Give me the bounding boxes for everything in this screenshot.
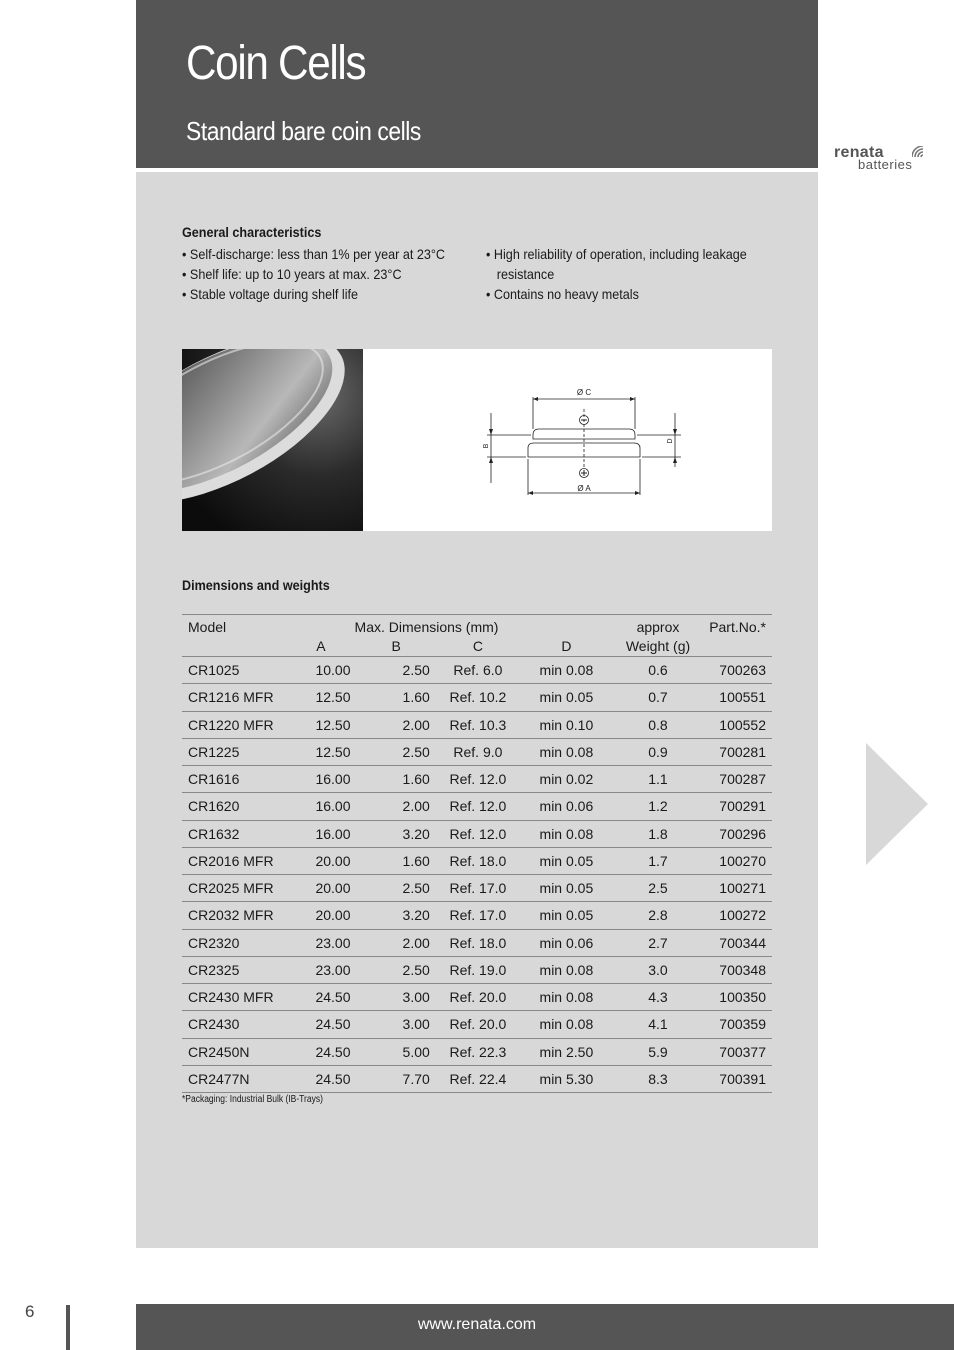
cell-d: min 0.05 <box>539 907 594 924</box>
general-bullets-right <box>486 244 776 304</box>
table-row <box>182 738 772 765</box>
cell-d: min 0.05 <box>539 852 594 869</box>
cell-a: 20.00 <box>315 880 351 897</box>
cell-model: CR1220 MFR <box>188 716 274 733</box>
cell-a: 24.50 <box>315 1016 351 1033</box>
cell-weight: 1.1 <box>648 771 668 788</box>
cell-model: CR2430 MFR <box>188 989 274 1006</box>
table-row <box>182 1038 772 1065</box>
cell-model: CR1632 <box>188 825 240 842</box>
next-page-arrow-icon <box>866 743 928 865</box>
table-row <box>182 956 772 983</box>
cell-d: min 2.50 <box>539 1043 594 1060</box>
table-row <box>182 984 772 1011</box>
cell-d: min 0.08 <box>539 825 594 842</box>
cell-model: CR1616 <box>188 771 240 788</box>
bullet-item: • Stable voltage during shelf life <box>182 286 359 302</box>
cell-a: 23.00 <box>315 961 351 978</box>
bullet-item: • Contains no heavy metals <box>486 286 639 302</box>
website-url: www.renata.com <box>417 1316 537 1333</box>
page-title: Coin Cells <box>186 37 366 90</box>
cell-b: 2.50 <box>402 880 430 897</box>
coin-cell-dimension-diagram <box>363 349 772 531</box>
cell-part-no: 700377 <box>719 1043 766 1060</box>
cell-part-no: 100272 <box>719 907 766 924</box>
bullet-item-continued: resistance <box>496 266 555 282</box>
cell-a: 12.50 <box>315 689 351 706</box>
cell-c: Ref. 12.0 <box>449 825 507 842</box>
cell-c: Ref. 9.0 <box>453 743 503 760</box>
cell-part-no: 100551 <box>719 689 766 706</box>
cell-c: Ref. 17.0 <box>449 907 507 924</box>
cell-weight: 2.5 <box>648 880 668 897</box>
cell-model: CR1225 <box>188 743 240 760</box>
cell-a: 23.00 <box>315 934 351 951</box>
logo-wordmark: renata <box>834 144 884 161</box>
cell-weight: 0.6 <box>648 662 668 679</box>
bullet-item: • Self-discharge: less than 1% per year at 23°C <box>182 246 445 262</box>
cell-model: CR2430 <box>188 1016 240 1033</box>
cell-part-no: 100270 <box>719 852 766 869</box>
cell-d: min 5.30 <box>539 1070 594 1087</box>
cell-model: CR2477N <box>188 1070 250 1087</box>
table-row <box>182 847 772 874</box>
cell-d: min 0.05 <box>539 689 594 706</box>
renata-logo <box>834 144 944 174</box>
cell-part-no: 700348 <box>719 961 766 978</box>
cell-b: 5.00 <box>402 1043 430 1060</box>
cell-part-no: 100271 <box>719 880 766 897</box>
coin-cell-photo <box>182 349 363 531</box>
diagram-label-c: Ø C <box>576 388 592 397</box>
coin-cell-image <box>182 349 363 531</box>
cell-weight: 0.8 <box>648 716 668 733</box>
cell-c: Ref. 22.4 <box>449 1070 507 1087</box>
table-body <box>182 657 772 1093</box>
packaging-footnote: *Packaging: Industrial Bulk (IB-Trays) <box>182 1094 323 1105</box>
cell-model: CR1216 MFR <box>188 689 274 706</box>
cell-model: CR2320 <box>188 934 240 951</box>
col-a-header: A <box>316 638 326 654</box>
cell-a: 10.00 <box>315 662 351 679</box>
cell-part-no: 700391 <box>719 1070 766 1087</box>
cell-part-no: 700359 <box>719 1016 766 1033</box>
cell-c: Ref. 20.0 <box>449 989 507 1006</box>
cell-weight: 1.2 <box>648 798 668 815</box>
cell-a: 24.50 <box>315 1043 351 1060</box>
cell-b: 2.50 <box>402 662 430 679</box>
cell-d: min 0.06 <box>539 798 594 815</box>
bullet-item: • Shelf life: up to 10 years at max. 23°C <box>182 266 402 282</box>
cell-part-no: 100350 <box>719 989 766 1006</box>
cell-a: 16.00 <box>315 798 351 815</box>
cell-model: CR2016 MFR <box>188 852 274 869</box>
cell-model: CR2032 MFR <box>188 907 274 924</box>
cell-c: Ref. 6.0 <box>453 662 503 679</box>
cell-weight: 1.8 <box>648 825 668 842</box>
cell-model: CR1025 <box>188 662 240 679</box>
table-row <box>182 820 772 847</box>
table-row <box>182 929 772 956</box>
table-row <box>182 875 772 902</box>
cell-part-no: 700344 <box>719 934 766 951</box>
renata-logo-icon <box>912 146 926 158</box>
cell-c: Ref. 20.0 <box>449 1016 507 1033</box>
table-row <box>182 1065 772 1092</box>
cell-a: 20.00 <box>315 852 351 869</box>
cell-model: CR1620 <box>188 798 240 815</box>
cell-b: 2.50 <box>402 743 430 760</box>
cell-a: 16.00 <box>315 771 351 788</box>
dimensions-table <box>182 614 772 1093</box>
cell-model: CR2325 <box>188 961 240 978</box>
col-part-no-header: Part.No.* <box>709 619 766 635</box>
bullet-item: • High reliability of operation, including leakage <box>486 246 747 262</box>
cell-d: min 0.08 <box>539 743 594 760</box>
page-number-divider <box>66 1305 70 1350</box>
page-subtitle: Standard bare coin cells <box>186 116 421 146</box>
col-d-header: D <box>561 638 572 654</box>
table-row <box>182 657 772 684</box>
logo-subtitle: batteries <box>858 157 913 172</box>
cell-a: 24.50 <box>315 989 351 1006</box>
cell-d: min 0.08 <box>539 989 594 1006</box>
general-bullets-left <box>182 244 474 304</box>
diagram-label-a: Ø A <box>577 484 591 493</box>
cell-b: 2.50 <box>402 961 430 978</box>
table-row <box>182 793 772 820</box>
cell-a: 24.50 <box>315 1070 351 1087</box>
cell-model: CR2025 MFR <box>188 880 274 897</box>
cell-d: min 0.08 <box>539 662 594 679</box>
dimension-drawing <box>363 349 772 531</box>
cell-d: min 0.02 <box>539 771 594 788</box>
col-model-header: Model <box>188 619 227 635</box>
cell-b: 2.00 <box>402 934 430 951</box>
cell-b: 7.70 <box>402 1070 430 1087</box>
cell-b: 3.00 <box>402 1016 430 1033</box>
diagram-label-b: B <box>483 443 490 449</box>
page-number: 6 <box>25 1302 35 1321</box>
cell-c: Ref. 10.2 <box>449 689 507 706</box>
cell-part-no: 700296 <box>719 825 766 842</box>
cell-b: 3.20 <box>402 825 430 842</box>
table-row <box>182 766 772 793</box>
cell-weight: 4.3 <box>648 989 668 1006</box>
cell-weight: 8.3 <box>648 1070 668 1087</box>
cell-a: 20.00 <box>315 907 351 924</box>
cell-a: 12.50 <box>315 716 351 733</box>
cell-b: 2.00 <box>402 798 430 815</box>
col-c-header: C <box>472 638 483 654</box>
col-b-header: Max. Dimensions (mm) B <box>357 615 436 657</box>
cell-c: Ref. 22.3 <box>449 1043 507 1060</box>
cell-weight: 3.0 <box>648 961 668 978</box>
dimensions-heading: Dimensions and weights <box>182 577 330 593</box>
cell-part-no: 700263 <box>719 662 766 679</box>
table-row <box>182 711 772 738</box>
cell-c: Ref. 19.0 <box>449 961 507 978</box>
col-weight-header: approx Weight (g) <box>625 619 691 654</box>
diagram-label-d: D <box>667 438 674 444</box>
cell-c: Ref. 10.3 <box>449 716 507 733</box>
page-header <box>136 0 818 168</box>
cell-part-no: 100552 <box>719 716 766 733</box>
cell-b: 1.60 <box>402 771 430 788</box>
cell-d: min 0.10 <box>539 716 594 733</box>
page-footer <box>136 1304 954 1350</box>
cell-weight: 2.8 <box>648 907 668 924</box>
table-row <box>182 902 772 929</box>
cell-part-no: 700281 <box>719 743 766 760</box>
cell-b: 1.60 <box>402 852 430 869</box>
table-row <box>182 684 772 711</box>
cell-c: Ref. 12.0 <box>449 798 507 815</box>
cell-weight: 0.9 <box>648 743 668 760</box>
table-row <box>182 1011 772 1038</box>
cell-c: Ref. 17.0 <box>449 880 507 897</box>
cell-d: min 0.06 <box>539 934 594 951</box>
cell-d: min 0.08 <box>539 961 594 978</box>
cell-b: 3.00 <box>402 989 430 1006</box>
max-dimensions-header: Max. Dimensions (mm) <box>354 619 499 635</box>
cell-d: min 0.05 <box>539 880 594 897</box>
cell-d: min 0.08 <box>539 1016 594 1033</box>
cell-b: 3.20 <box>402 907 430 924</box>
cell-b: 2.00 <box>402 716 430 733</box>
cell-a: 12.50 <box>315 743 351 760</box>
general-characteristics-heading: General characteristics <box>182 224 322 240</box>
cell-weight: 1.7 <box>648 852 668 869</box>
cell-c: Ref. 12.0 <box>449 771 507 788</box>
cell-c: Ref. 18.0 <box>449 934 507 951</box>
cell-b: 1.60 <box>402 689 430 706</box>
table-header-row <box>182 615 772 657</box>
cell-weight: 5.9 <box>648 1043 668 1060</box>
cell-part-no: 700287 <box>719 771 766 788</box>
cell-weight: 0.7 <box>648 689 668 706</box>
cell-weight: 4.1 <box>648 1016 668 1033</box>
cell-part-no: 700291 <box>719 798 766 815</box>
cell-c: Ref. 18.0 <box>449 852 507 869</box>
cell-model: CR2450N <box>188 1043 250 1060</box>
cell-weight: 2.7 <box>648 934 668 951</box>
cell-a: 16.00 <box>315 825 351 842</box>
